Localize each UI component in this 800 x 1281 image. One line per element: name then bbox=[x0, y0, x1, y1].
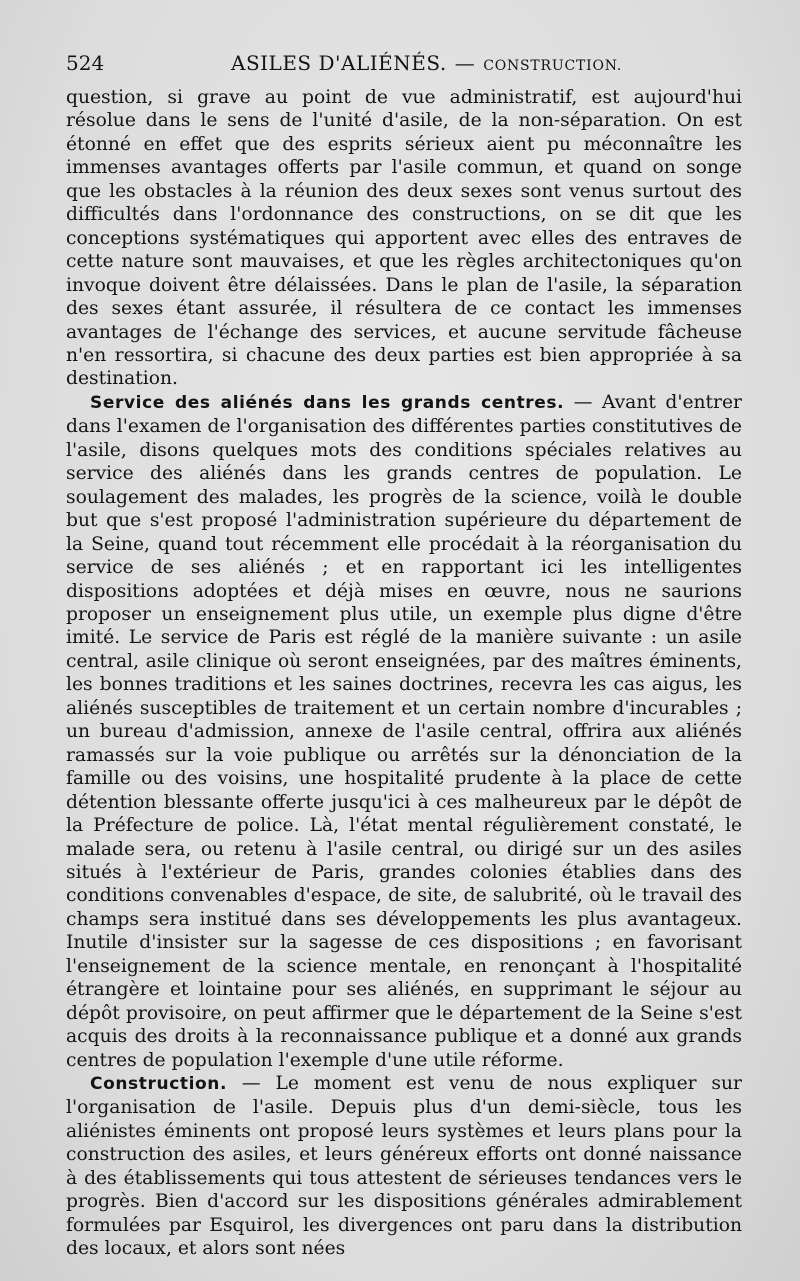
section-name: CONSTRUCTION. bbox=[483, 58, 623, 74]
page-number: 524 bbox=[66, 51, 105, 75]
paragraph-construction bbox=[66, 1072, 742, 1261]
body-text bbox=[66, 86, 742, 1261]
paragraph-construction-text: — Le moment est venu de nous expliquer sur l'organisation de l'asile. Depuis plus d'un demi-siècle, tous les aliénistes éminents ont proposé leurs systèmes et leurs plans pour la construction des asiles, et leurs généreux efforts ont donné naissance à des établissements qui tous attestent de sérieuses tendances vers le progrès. Bien d'accord sur les dispositions générales admirablement formulées par Esquirol, les divergences ont paru dans la distribution des locaux, et alors sont nées bbox=[66, 1073, 742, 1260]
page-header bbox=[66, 48, 746, 78]
run-in-heading-service: Service des aliénés dans les grands centres. bbox=[90, 392, 565, 413]
paragraph-asile-unite: question, si grave au point de vue administratif, est aujourd'hui résolue dans le sens de l'unité d'asile, de la non-séparation. On est étonné en effet que des esprits sérieux aient pu méconnaître les immenses avantages offerts par l'asile commun, et quand on songe que les obstacles à la réunion des deux sexes sont venus surtout des difficultés dans l'ordonnance des constructions, on se dit que les conceptions systématiques qui apportent avec elles des entraves de cette nature sont mauvaises, et que les règles architectoniques qu'on invoque doivent être délaissées. Dans le plan de l'asile, la séparation des sexes étant assurée, il résultera de ce contact les immenses avantages de l'échange des services, et aucune servitude fâcheuse n'en ressortira, si chacune des deux parties est bien appropriée à sa destination. bbox=[66, 87, 742, 390]
paragraph-service-text: — Avant d'entrer dans l'examen de l'organisation des différentes parties constitutives de l'asile, disons quelques mots des conditions spéciales relatives au service des aliénés dans les grands centres de population. Le soulagement des malades, les progrès de la science, voilà le double but que s'est proposé l'administration supérieure du département de la Seine, quand tout récemment elle procédait à la réorganisation du service de ses aliénés ; et en rapportant ici les intelligentes dispositions adoptées et déjà mises en œuvre, nous ne saurions proposer un enseignement plus utile, un exemple plus digne d'être imité. Le service de Paris est réglé de la manière suivante : un asile central, asile clinique où seront enseignées, par des maîtres éminents, les bonnes traditions et les saines doctrines, recevra les cas aigus, les aliénés susceptibles de traitement et un certain nombre d'incurables ; un bureau d'admission, annexe de l'asile central, offrira aux aliénés ramassés sur la voie publique ou arrêtés sur la dénonciation de la famille ou des voisins, une hospitalité prudente à la place de cette détention blessante offerte jusqu'ici à ces malheureux par le dépôt de la Préfecture de police. Là, l'état mental régulièrement constaté, le malade sera, ou retenu à l'asile central, ou dirigé sur un des asiles situés à l'extérieur de Paris, grandes colonies établies dans des conditions convenables d'espace, de site, de salubrité, où le travail des champs sera institué dans ses développements les plus avantageux. Inutile d'insister sur la sagesse de ces dispositions ; en favorisant l'enseignement de la science mentale, en renonçant à l'hospitalité étrangère et lointaine pour ses aliénés, en supprimant le séjour au dépôt provisoire, on peut affirmer que le département de la Seine s'est acquis des droits à la reconnaissance publique et a donné aux grands centres de population l'exemple d'une utile réforme. bbox=[66, 391, 742, 1071]
header-separator: — bbox=[454, 51, 476, 75]
run-in-heading-construction: Construction. bbox=[90, 1074, 228, 1095]
paragraph-service-alienes bbox=[66, 391, 742, 1072]
running-title bbox=[231, 48, 622, 81]
running-title-text: ASILES D'ALIÉNÉS. bbox=[231, 51, 447, 75]
